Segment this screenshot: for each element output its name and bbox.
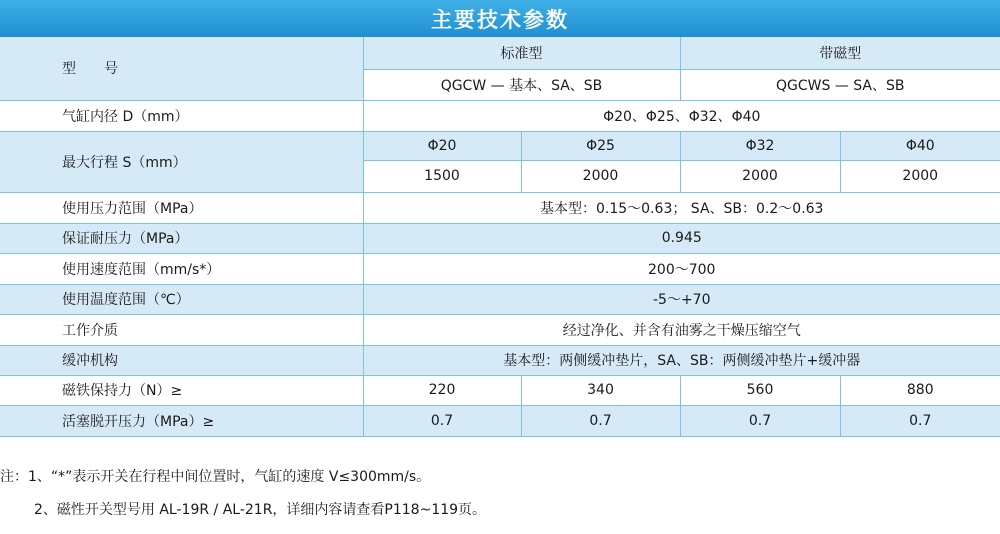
- standard-type-header: 标准型: [363, 37, 680, 69]
- piston-release-cell: 0.7: [680, 405, 840, 436]
- medium-label: 工作介质: [0, 314, 363, 345]
- standard-models: QGCW — 基本、SA、SB: [363, 69, 680, 100]
- stroke-label: 最大行程 S（mm）: [0, 131, 363, 192]
- stroke-value-cell: 1500: [363, 160, 521, 192]
- speed-range-label: 使用速度范围（mm/s*）: [0, 253, 363, 284]
- stroke-bore-cell: Φ25: [521, 131, 680, 160]
- note-2: 2、磁性开关型号用 AL-19R / AL-21R，详细内容请查看P118~119页。: [34, 502, 487, 518]
- magnet-hold-cell: 560: [680, 375, 840, 405]
- table-title: 主要技术参数: [0, 0, 1000, 37]
- magnet-hold-cell: 220: [363, 375, 521, 405]
- note-1: 注：1、“*”表示开关在行程中间位置时，气缸的速度 V≤300mm/s。: [0, 469, 431, 485]
- magnet-hold-label: 磁铁保持力（N）≥: [0, 375, 363, 405]
- proof-pressure-value: 0.945: [363, 223, 1000, 253]
- temp-range-value: -5～+70: [363, 284, 1000, 314]
- pressure-range-value: 基本型：0.15～0.63； SA、SB：0.2～0.63: [363, 192, 1000, 223]
- proof-pressure-label: 保证耐压力（MPa）: [0, 223, 363, 253]
- model-label: 型 号: [0, 37, 363, 100]
- stroke-bore-cell: Φ40: [840, 131, 1000, 160]
- magnet-hold-cell: 880: [840, 375, 1000, 405]
- magnetic-models: QGCWS — SA、SB: [680, 69, 1000, 100]
- bore-value: Φ20、Φ25、Φ32、Φ40: [363, 100, 1000, 131]
- spec-table: [0, 37, 1000, 437]
- temp-range-label: 使用温度范围（℃）: [0, 284, 363, 314]
- speed-range-value: 200～700: [363, 253, 1000, 284]
- stroke-bore-cell: Φ20: [363, 131, 521, 160]
- stroke-value-cell: 2000: [840, 160, 1000, 192]
- medium-value: 经过净化、并含有油雾之干燥压缩空气: [363, 314, 1000, 345]
- bore-label: 气缸内径 D（mm）: [0, 100, 363, 131]
- pressure-range-label: 使用压力范围（MPa）: [0, 192, 363, 223]
- piston-release-cell: 0.7: [521, 405, 680, 436]
- cushion-label: 缓冲机构: [0, 345, 363, 375]
- piston-release-cell: 0.7: [363, 405, 521, 436]
- stroke-value-cell: 2000: [680, 160, 840, 192]
- piston-release-cell: 0.7: [840, 405, 1000, 436]
- notes: [0, 461, 1000, 527]
- cushion-value: 基本型：两侧缓冲垫片，SA、SB：两侧缓冲垫片+缓冲器: [363, 345, 1000, 375]
- stroke-bore-cell: Φ32: [680, 131, 840, 160]
- magnetic-type-header: 带磁型: [680, 37, 1000, 69]
- stroke-value-cell: 2000: [521, 160, 680, 192]
- magnet-hold-cell: 340: [521, 375, 680, 405]
- piston-release-label: 活塞脱开压力（MPa）≥: [0, 405, 363, 436]
